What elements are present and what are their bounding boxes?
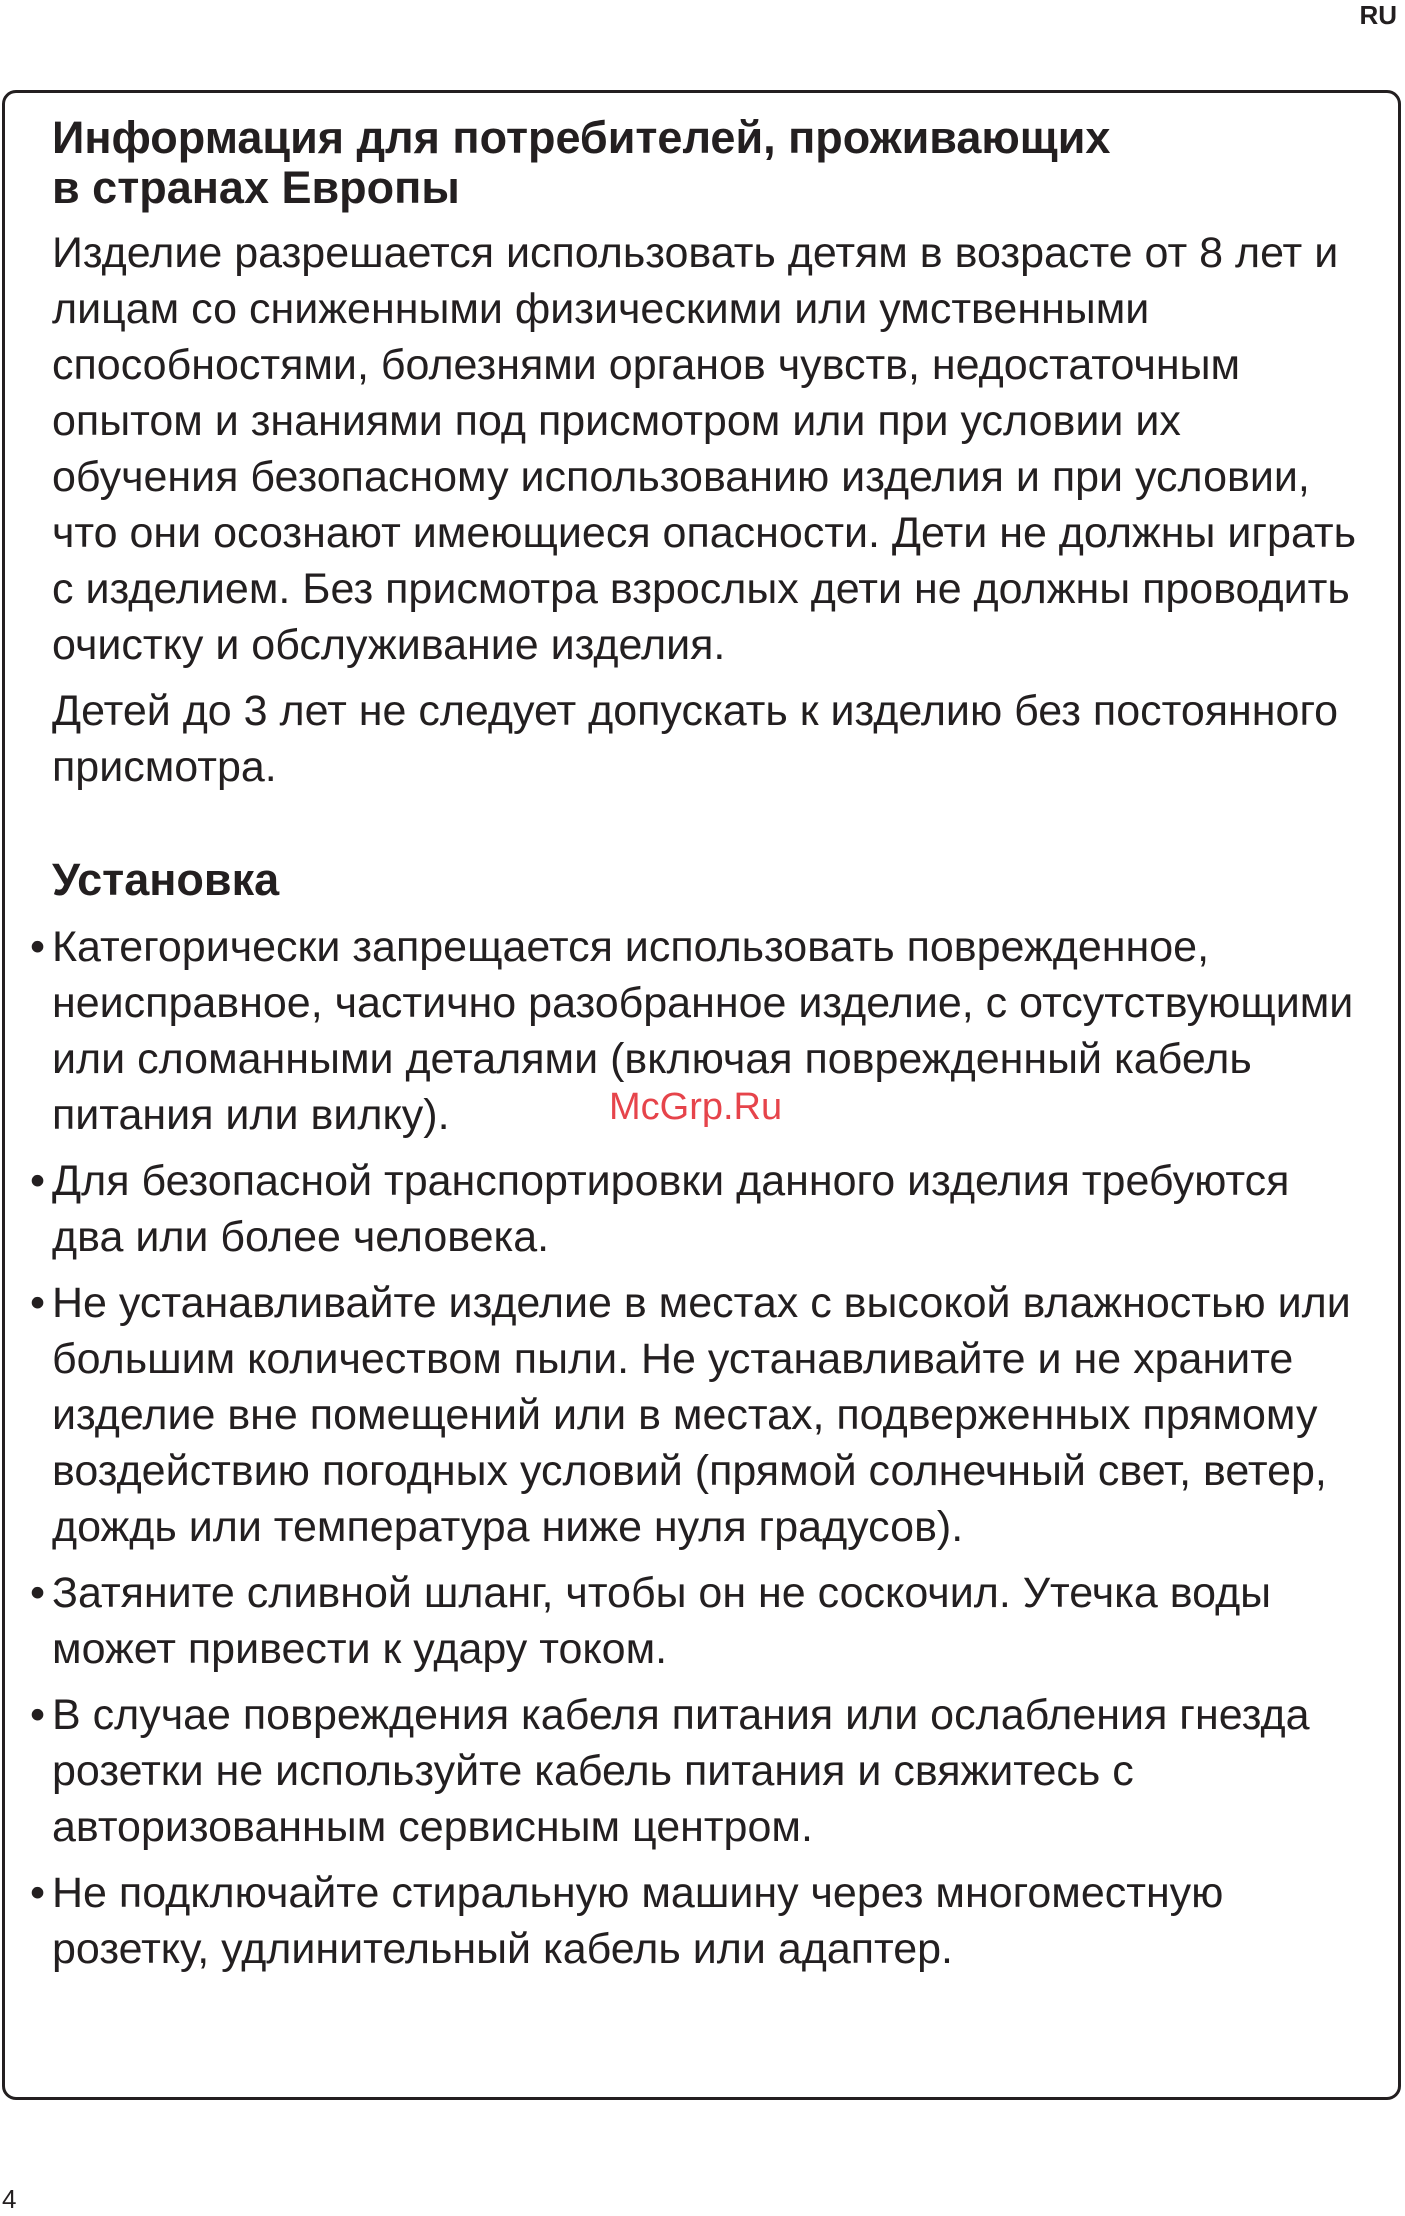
language-code: RU	[1359, 0, 1397, 30]
eu-paragraph-under-3: Детей до 3 лет не следует допускать к изделию без постоянного присмотра.	[52, 687, 1339, 791]
eu-consumers-section	[52, 113, 1358, 795]
installation-item-transport	[30, 1153, 1358, 1265]
bullet-icon: •	[30, 1869, 46, 1917]
eu-section-title-line-1: Информация для потребителей, проживающих	[52, 112, 1111, 163]
installation-item-location	[30, 1275, 1358, 1555]
installation-item-multi-socket	[30, 1865, 1358, 1977]
installation-item-power-cable	[30, 1687, 1358, 1855]
bullet-icon: •	[30, 1569, 46, 1617]
eu-paragraph-children-usage: Изделие разрешается использовать детям в возрасте от 8 лет и лицам со сниженными физическими или умственными способностями, болезнями органов чувств, недостаточным опытом и знаниями под присмотром или при условии их обучения безопасному использованию изделия и при условии, что они осознают имеющиеся опасности. Дети не должны играть с изделием. Без присмотра взрослых дети не должны проводить очистку и обслуживание изделия.	[52, 229, 1357, 669]
installation-item-text: Категорически запрещается использовать поврежденное, неисправное, частично разобранное изделие, с отсутствующими или сломанными деталями (включая поврежденный кабель питания или вилку).	[52, 923, 1354, 1139]
eu-section-title-line-2: в странах Европы	[52, 162, 460, 213]
installation-item-text: Затяните сливной шланг, чтобы он не соскочил. Утечка воды может привести к удару током.	[52, 1569, 1272, 1673]
installation-item-text: Не устанавливайте изделие в местах с высокой влажностью или большим количеством пыли. Не устанавливайте и не храните изделие вне помещений или в местах, подверженных прямому воздействию погодных условий (прямой солнечный свет, ветер, дождь или температура ниже нуля градусов).	[52, 1279, 1351, 1551]
bullet-icon: •	[30, 1157, 46, 1205]
installation-list	[30, 919, 1358, 1977]
installation-section	[30, 854, 1358, 1977]
eu-section-title	[52, 113, 1358, 213]
watermark-text: McGrp.Ru	[609, 1086, 783, 1128]
installation-item-text: Не подключайте стиральную машину через многоместную розетку, удлинительный кабель или адаптер.	[52, 1869, 1224, 1973]
installation-item-drain-hose	[30, 1565, 1358, 1677]
installation-item-text: Для безопасной транспортировки данного изделия требуются два или более человека.	[52, 1157, 1290, 1261]
bullet-icon: •	[30, 1279, 46, 1327]
bullet-icon: •	[30, 923, 46, 971]
installation-item-text: В случае повреждения кабеля питания или ослабления гнезда розетки не используйте кабель питания и свяжитесь с авторизованным сервисным центром.	[52, 1691, 1310, 1851]
page-number: 4	[2, 2184, 17, 2214]
bullet-icon: •	[30, 1691, 46, 1739]
installation-section-title: Установка	[52, 854, 280, 905]
